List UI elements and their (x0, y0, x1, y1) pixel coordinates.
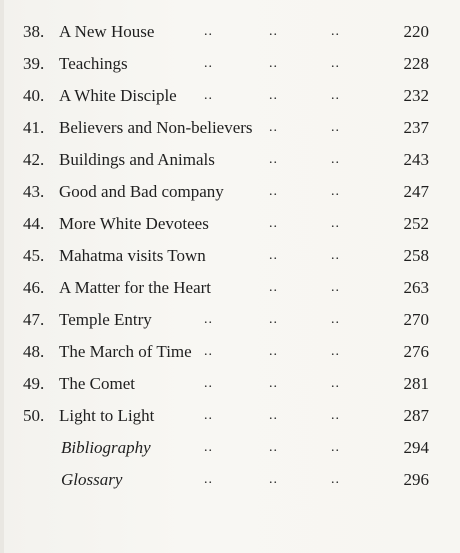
leader-dots: .. (269, 152, 278, 167)
toc-entry (0, 80, 460, 112)
page-number: 294 (403, 438, 429, 457)
toc-entry (0, 144, 460, 176)
chapter-title: Believers and Non-believers (59, 118, 253, 137)
section-title: Bibliography (61, 438, 151, 457)
leader-dots: .. (331, 248, 340, 263)
chapter-title: A Matter for the Heart (59, 278, 211, 297)
toc-entry (0, 16, 460, 48)
chapter-number: 41. (23, 118, 45, 137)
leader-dots: .. (269, 56, 278, 71)
leader-dots: .. (331, 472, 340, 487)
leader-dots: .. (269, 280, 278, 295)
page-number: 258 (403, 246, 429, 265)
leader-dots: .. (331, 184, 340, 199)
page-number: 252 (403, 214, 429, 233)
section-title: Glossary (61, 470, 123, 489)
leader-dots: .. (331, 408, 340, 423)
leader-dots: .. (204, 472, 213, 487)
toc-entry (0, 208, 460, 240)
chapter-number: 46. (23, 278, 45, 297)
chapter-number: 45. (23, 246, 45, 265)
chapter-title: Good and Bad company (59, 182, 224, 201)
leader-dots: .. (331, 216, 340, 231)
leader-dots: .. (331, 312, 340, 327)
leader-dots: .. (204, 376, 213, 391)
page-number: 270 (403, 310, 429, 329)
page-number: 243 (403, 150, 429, 169)
leader-dots: .. (331, 440, 340, 455)
leader-dots: .. (331, 376, 340, 391)
leader-dots: .. (269, 472, 278, 487)
toc-entry (0, 176, 460, 208)
leader-dots: .. (269, 344, 278, 359)
chapter-title: A White Disciple (59, 86, 177, 105)
toc-entry-bibliography (0, 432, 460, 464)
chapter-title: Buildings and Animals (59, 150, 215, 169)
leader-dots: .. (331, 152, 340, 167)
chapter-number: 50. (23, 406, 45, 425)
leader-dots: .. (204, 344, 213, 359)
leader-dots: .. (204, 440, 213, 455)
leader-dots: .. (204, 88, 213, 103)
leader-dots: .. (204, 312, 213, 327)
page-number: 281 (403, 374, 429, 393)
leader-dots: .. (269, 408, 278, 423)
leader-dots: .. (204, 56, 213, 71)
toc-entry (0, 48, 460, 80)
chapter-title: Mahatma visits Town (59, 246, 206, 265)
leader-dots: .. (331, 280, 340, 295)
leader-dots: .. (269, 24, 278, 39)
chapter-title: The Comet (59, 374, 136, 393)
leader-dots: .. (204, 408, 213, 423)
leader-dots: .. (269, 248, 278, 263)
chapter-number: 43. (23, 182, 45, 201)
toc-entry (0, 304, 460, 336)
chapter-number: 48. (23, 342, 45, 361)
chapter-title: A New House (59, 22, 155, 41)
page-number: 220 (403, 22, 429, 41)
leader-dots: .. (331, 120, 340, 135)
leader-dots: .. (269, 216, 278, 231)
leader-dots: .. (269, 376, 278, 391)
leader-dots: .. (269, 88, 278, 103)
chapter-title: Light to Light (59, 406, 155, 425)
toc-entry (0, 400, 460, 432)
chapter-number: 44. (23, 214, 45, 233)
leader-dots: .. (204, 24, 213, 39)
chapter-title: Temple Entry (59, 310, 152, 329)
leader-dots: .. (269, 120, 278, 135)
chapter-number: 42. (23, 150, 45, 169)
chapter-number: 47. (23, 310, 45, 329)
leader-dots: .. (269, 184, 278, 199)
toc-entry-glossary (0, 464, 460, 496)
page-number: 287 (403, 406, 429, 425)
leader-dots: .. (269, 440, 278, 455)
chapter-title: More White Devotees (59, 214, 209, 233)
toc-entry (0, 272, 460, 304)
toc-entry (0, 112, 460, 144)
page-number: 237 (403, 118, 429, 137)
toc-entry (0, 240, 460, 272)
chapter-number: 40. (23, 86, 45, 105)
page-number: 247 (403, 182, 429, 201)
chapter-number: 38. (23, 22, 45, 41)
chapter-number: 49. (23, 374, 45, 393)
leader-dots: .. (331, 88, 340, 103)
leader-dots: .. (331, 56, 340, 71)
chapter-title: The March of Time (59, 342, 192, 361)
leader-dots: .. (269, 312, 278, 327)
page-number: 296 (403, 470, 429, 489)
leader-dots: .. (331, 24, 340, 39)
leader-dots: .. (331, 344, 340, 359)
chapter-number: 39. (23, 54, 45, 73)
toc-entry (0, 368, 460, 400)
page-number: 232 (403, 86, 429, 105)
chapter-title: Teachings (59, 54, 128, 73)
page-number: 276 (403, 342, 429, 361)
toc-entry (0, 336, 460, 368)
page-number: 228 (403, 54, 429, 73)
page-number: 263 (403, 278, 429, 297)
